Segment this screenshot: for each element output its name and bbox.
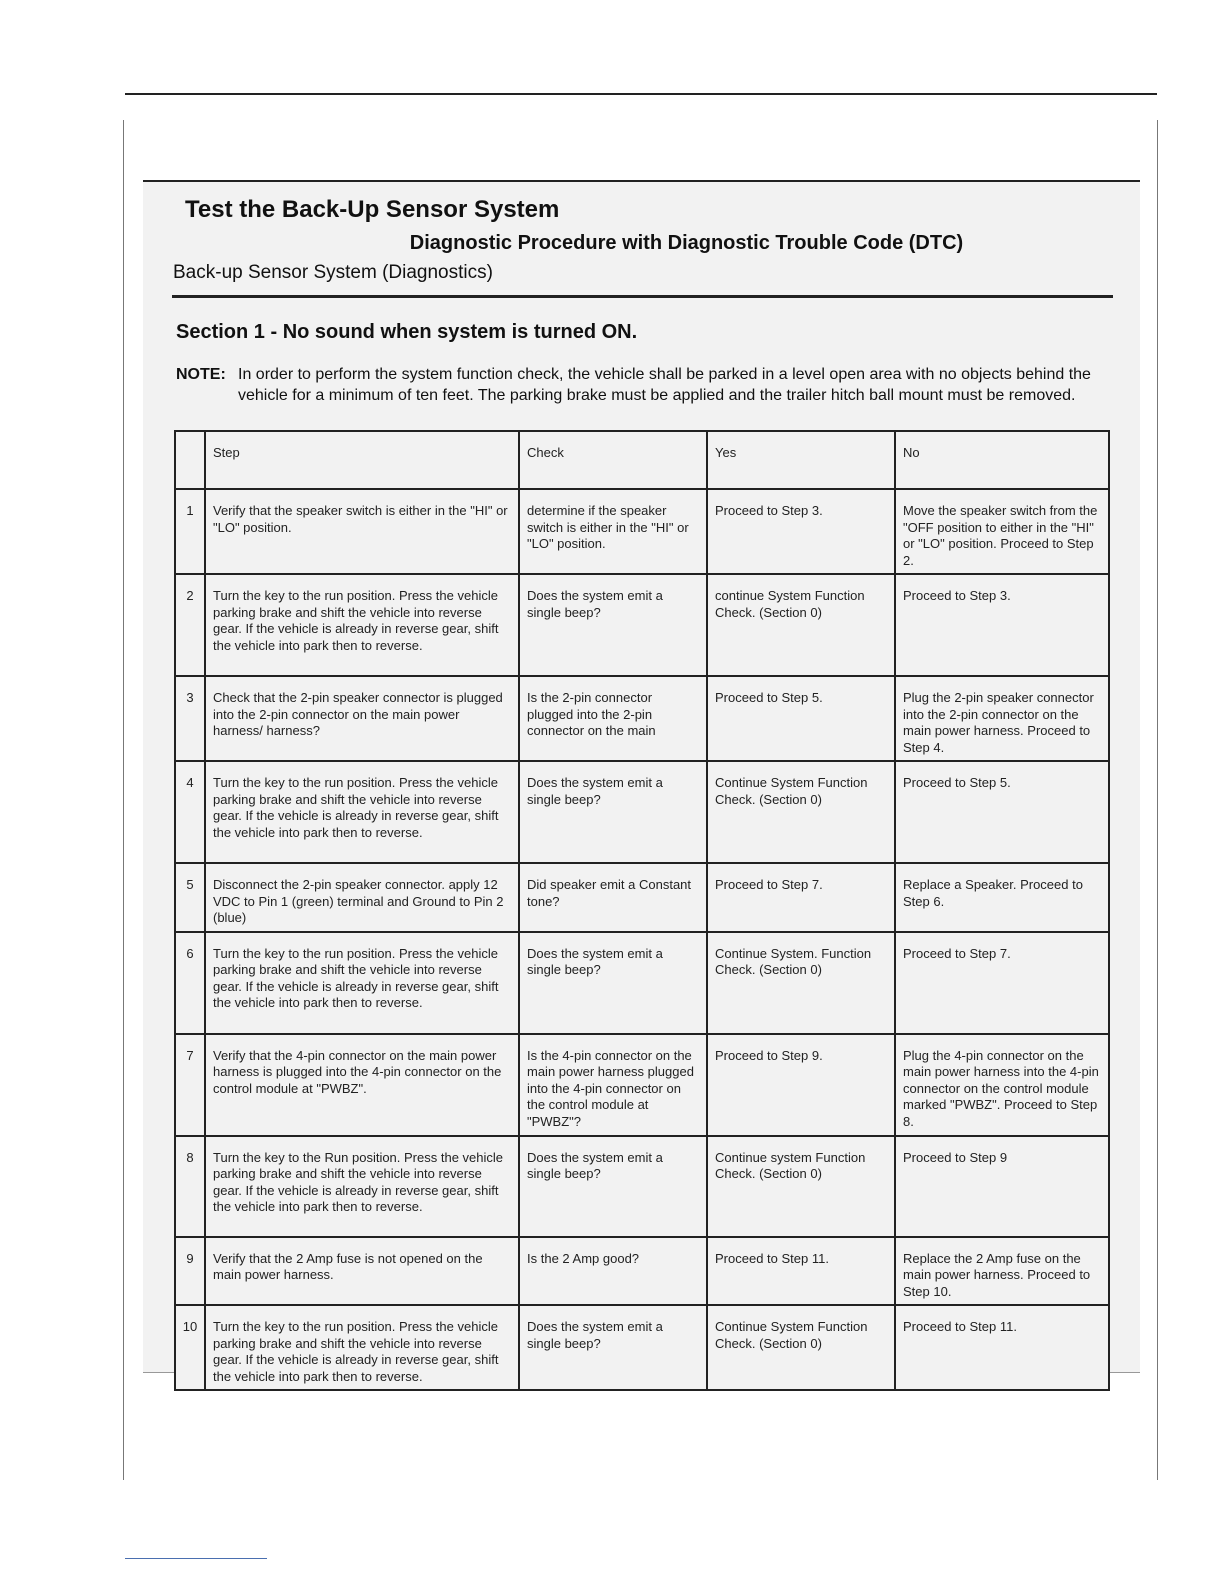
yes-cell: Continue System Function Check. (Section 0) xyxy=(707,1305,895,1390)
column-header: Check xyxy=(519,431,707,489)
step-number: 1 xyxy=(175,489,205,574)
yes-cell: Continue System. Function Check. (Section 0) xyxy=(707,932,895,1034)
step-number: 4 xyxy=(175,761,205,863)
section-heading: Section 1 - No sound when system is turned ON. xyxy=(176,321,638,343)
title-divider xyxy=(172,295,1113,298)
yes-cell: Continue System Function Check. (Section 0) xyxy=(707,761,895,863)
column-header: Step xyxy=(205,431,519,489)
step-cell: Turn the key to the run position. Press the vehicle parking brake and shift the vehicle into reverse gear. If the vehicle is already in reverse gear, shift the vehicle into park then to reverse. xyxy=(205,574,519,676)
yes-cell: Proceed to Step 9. xyxy=(707,1034,895,1136)
no-cell: Plug the 2-pin speaker connector into the 2-pin connector on the main power harness. Proceed to Step 4. xyxy=(895,676,1109,761)
check-cell: determine if the speaker switch is either in the "HI" or "LO" position. xyxy=(519,489,707,574)
note-text: In order to perform the system function check, the vehicle shall be parked in a level open area with no objects behind the vehicle for a minimum of ten feet. The parking brake must be applied and the trailer hitch ball mount must be removed. xyxy=(238,366,1091,404)
column-header xyxy=(175,431,205,489)
yes-cell: Proceed to Step 3. xyxy=(707,489,895,574)
step-number: 2 xyxy=(175,574,205,676)
table-row xyxy=(175,761,1109,863)
check-cell: Does the system emit a single beep? xyxy=(519,574,707,676)
table-header-row xyxy=(175,431,1109,489)
page-subtitle: Diagnostic Procedure with Diagnostic Trouble Code (DTC) xyxy=(409,232,964,254)
check-cell: Does the system emit a single beep? xyxy=(519,932,707,1034)
check-cell: Is the 4-pin connector on the main power harness plugged into the 4-pin connector on the control module at "PWBZ"? xyxy=(519,1034,707,1136)
note xyxy=(176,364,1106,404)
step-number: 5 xyxy=(175,863,205,932)
step-cell: Turn the key to the Run position. Press the vehicle parking brake and shift the vehicle into reverse gear. If the vehicle is already in reverse gear, shift the vehicle into park then to reverse. xyxy=(205,1136,519,1237)
note-label: NOTE: xyxy=(176,366,226,383)
left-margin-line xyxy=(123,120,124,1480)
no-cell: Move the speaker switch from the "OFF position to either in the "HI" or "LO" position. Proceed to Step 2. xyxy=(895,489,1109,574)
no-cell: Replace a Speaker. Proceed to Step 6. xyxy=(895,863,1109,932)
table-row xyxy=(175,574,1109,676)
no-cell: Proceed to Step 9 xyxy=(895,1136,1109,1237)
yes-cell: Continue system Function Check. (Section 0) xyxy=(707,1136,895,1237)
no-cell: Proceed to Step 11. xyxy=(895,1305,1109,1390)
no-cell: Proceed to Step 7. xyxy=(895,932,1109,1034)
procedure-panel xyxy=(143,180,1140,1384)
table-row xyxy=(175,676,1109,761)
yes-cell: Proceed to Step 5. xyxy=(707,676,895,761)
header-rule xyxy=(125,93,1157,95)
diagnostic-table xyxy=(174,430,1110,1391)
step-number: 3 xyxy=(175,676,205,761)
yes-cell: continue System Function Check. (Section 0) xyxy=(707,574,895,676)
column-header: No xyxy=(895,431,1109,489)
table-row xyxy=(175,1237,1109,1306)
table-row xyxy=(175,863,1109,932)
table-row xyxy=(175,1136,1109,1237)
table-row xyxy=(175,1034,1109,1136)
no-cell: Plug the 4-pin connector on the main power harness into the 4-pin connector on the control module marked "PWBZ". Proceed to Step 8. xyxy=(895,1034,1109,1136)
step-cell: Turn the key to the run position. Press the vehicle parking brake and shift the vehicle into reverse gear. If the vehicle is already in reverse gear, shift the vehicle into park then to reverse. xyxy=(205,1305,519,1390)
check-cell: Did speaker emit a Constant tone? xyxy=(519,863,707,932)
no-cell: Proceed to Step 5. xyxy=(895,761,1109,863)
check-cell: Does the system emit a single beep? xyxy=(519,761,707,863)
table-row xyxy=(175,489,1109,574)
check-cell: Is the 2 Amp good? xyxy=(519,1237,707,1306)
column-header: Yes xyxy=(707,431,895,489)
step-number: 7 xyxy=(175,1034,205,1136)
no-cell: Proceed to Step 3. xyxy=(895,574,1109,676)
no-cell: Replace the 2 Amp fuse on the main power harness. Proceed to Step 10. xyxy=(895,1237,1109,1306)
breadcrumb: Back-up Sensor System (Diagnostics) xyxy=(173,262,493,283)
table-row xyxy=(175,932,1109,1034)
step-cell: Turn the key to the run position. Press the vehicle parking brake and shift the vehicle into reverse gear. If the vehicle is already in reverse gear, shift the vehicle into park then to reverse. xyxy=(205,761,519,863)
step-cell: Disconnect the 2-pin speaker connector. apply 12 VDC to Pin 1 (green) terminal and Ground to Pin 2 (blue) xyxy=(205,863,519,932)
step-cell: Verify that the speaker switch is either in the "HI" or "LO" position. xyxy=(205,489,519,574)
step-number: 9 xyxy=(175,1237,205,1306)
yes-cell: Proceed to Step 11. xyxy=(707,1237,895,1306)
table-row xyxy=(175,1305,1109,1390)
check-cell: Does the system emit a single beep? xyxy=(519,1136,707,1237)
step-number: 8 xyxy=(175,1136,205,1237)
step-cell: Check that the 2-pin speaker connector is plugged into the 2-pin connector on the main power harness/ harness? xyxy=(205,676,519,761)
check-cell: Does the system emit a single beep? xyxy=(519,1305,707,1390)
footer-link-underline xyxy=(125,1558,267,1559)
step-number: 10 xyxy=(175,1305,205,1390)
page-title: Test the Back-Up Sensor System xyxy=(185,196,560,223)
yes-cell: Proceed to Step 7. xyxy=(707,863,895,932)
step-cell: Verify that the 4-pin connector on the main power harness is plugged into the 4-pin connector on the control module at "PWBZ". xyxy=(205,1034,519,1136)
step-number: 6 xyxy=(175,932,205,1034)
step-cell: Verify that the 2 Amp fuse is not opened on the main power harness. xyxy=(205,1237,519,1306)
step-cell: Turn the key to the run position. Press the vehicle parking brake and shift the vehicle into reverse gear. If the vehicle is already in reverse gear, shift the vehicle into park then to reverse. xyxy=(205,932,519,1034)
check-cell: Is the 2-pin connector plugged into the 2-pin connector on the main xyxy=(519,676,707,761)
right-margin-line xyxy=(1157,120,1158,1480)
